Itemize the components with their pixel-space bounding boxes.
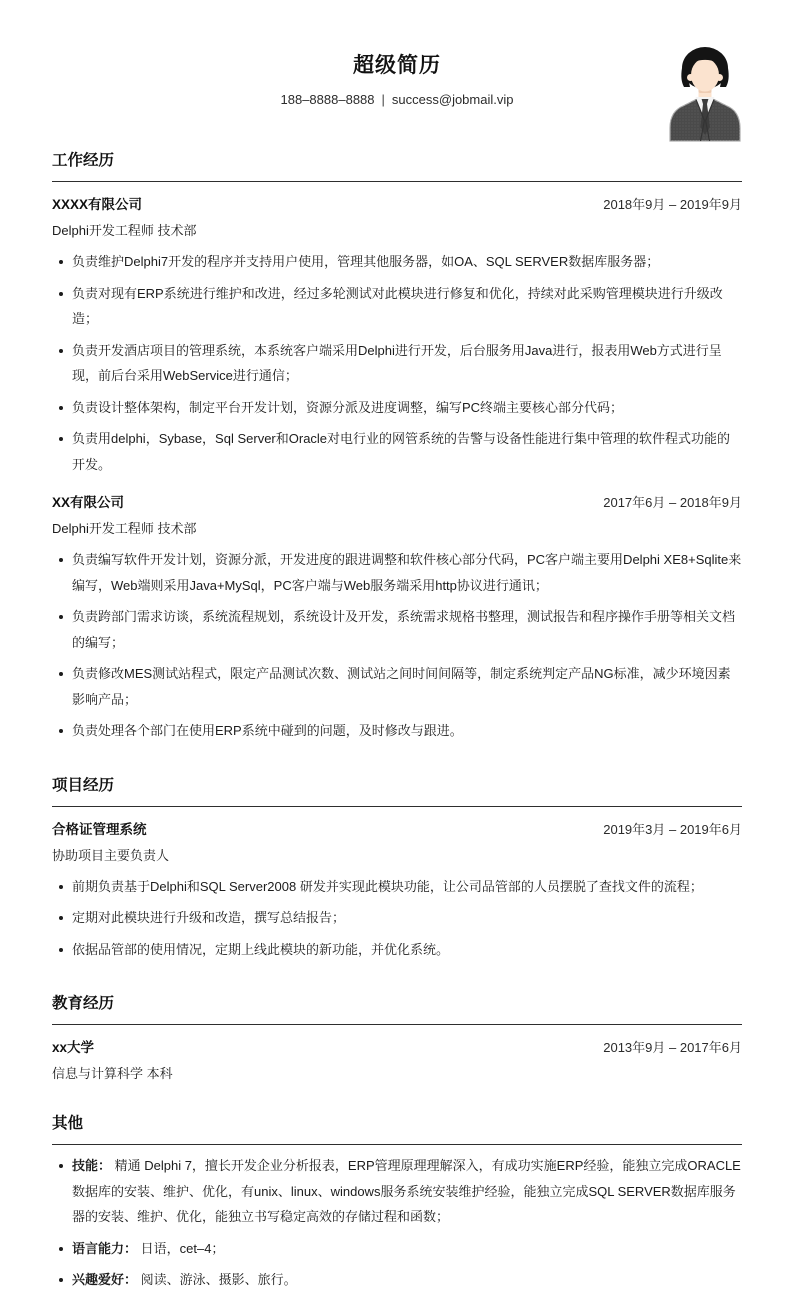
bullet-item: 定期对此模块进行升级和改造，撰写总结报告； xyxy=(72,905,742,931)
entry-subtitle: Delphi开发工程师 技术部 xyxy=(52,521,197,536)
section-project xyxy=(52,777,742,963)
resume-header xyxy=(52,54,742,108)
bullet-label: 兴趣爱好： xyxy=(72,1272,138,1287)
entry-title: xx大学 xyxy=(52,1040,95,1055)
section-heading-work: 工作经历 xyxy=(52,152,115,169)
bullet-item: 前期负责基于Delphi和SQL Server2008 研发并实现此模块功能，让公司品管部的人员摆脱了查找文件的流程； xyxy=(72,874,742,900)
bullet-item: 负责维护Delphi7开发的程序并支持用户使用，管理其他服务器，如OA、SQL SERVER数据库服务器； xyxy=(72,249,742,275)
entry-header-row xyxy=(52,821,742,839)
phone-number: 188–8888–8888 xyxy=(280,92,375,107)
resume-title: 超级简历 xyxy=(353,54,441,77)
entry-header-row xyxy=(52,196,742,214)
section-education xyxy=(52,995,742,1082)
bullet-item: 负责编写软件开发计划，资源分派，开发进度的跟进调整和软件核心部分代码，PC客户端主要用Delphi XE8+Sqlite来编写，Web端则采用Java+MySql，PC客户端与Web服务端采用http协议进行通讯； xyxy=(72,547,742,598)
bullet-item: 负责开发酒店项目的管理系统，本系统客户端采用Delphi进行开发，后台服务用Java进行，报表用Web方式进行呈现，前后台采用WebService进行通信； xyxy=(72,338,742,389)
bullet-item: 负责处理各个部门在使用ERP系统中碰到的问题，及时修改与跟进。 xyxy=(72,718,742,744)
bullet-label: 技能： xyxy=(72,1158,112,1173)
entry-date-range: 2018年9月 – 2019年9月 xyxy=(603,197,742,212)
bullet-item: 技能： 精通 Delphi 7，擅长开发企业分析报表，ERP管理原理理解深入，有成功实施ERP经验，能独立完成ORACLE数据库的安装、维护、优化，有unix、linux、windows服务系统安装维护经验，能独立完成SQL SERVER数据库服务器的安装、维护、优化，能独立书写稳定高效的存储过程和函数； xyxy=(72,1153,742,1230)
entry-header-row xyxy=(52,1039,742,1057)
bullet-item: 语言能力： 日语，cet–4； xyxy=(72,1236,742,1262)
entry-title: XX有限公司 xyxy=(52,495,125,510)
section-work xyxy=(52,152,742,744)
section-other xyxy=(52,1115,742,1293)
resume-body xyxy=(52,152,742,1293)
avatar-face xyxy=(691,59,719,92)
entry-header-row xyxy=(52,494,742,512)
entry-date-range: 2017年6月 – 2018年9月 xyxy=(603,495,742,510)
experience-entry xyxy=(52,494,742,744)
entry-date-range: 2013年9月 – 2017年6月 xyxy=(603,1040,742,1055)
section-divider xyxy=(52,1144,742,1145)
entry-subtitle: Delphi开发工程师 技术部 xyxy=(52,223,197,238)
bullet-item: 负责设计整体架构，制定平台开发计划，资源分派及进度调整，编写PC终端主要核心部分代码； xyxy=(72,395,742,421)
entry-subtitle: 协助项目主要负责人 xyxy=(52,847,170,863)
experience-entry xyxy=(52,821,742,963)
section-divider xyxy=(52,1024,742,1025)
section-heading-project: 项目经历 xyxy=(52,776,115,794)
bullet-label: 语言能力： xyxy=(72,1240,138,1256)
experience-entry xyxy=(52,196,742,477)
section-heading-other: 其他 xyxy=(52,1115,84,1132)
profile-photo xyxy=(667,44,743,141)
bullet-list xyxy=(52,547,742,744)
email-address: success@jobmail.vip xyxy=(391,92,514,107)
contact-info xyxy=(52,91,742,108)
section-heading-education: 教育经历 xyxy=(52,995,115,1012)
experience-entry xyxy=(52,1039,742,1082)
avatar-ear-left xyxy=(687,74,694,81)
bullet-list xyxy=(52,1153,742,1293)
avatar-ear-right xyxy=(716,74,723,81)
bullet-item: 负责对现有ERP系统进行维护和改进，经过多轮测试对此模块进行修复和优化，持续对此采购管理模块进行升级改造； xyxy=(72,281,742,332)
bullet-item: 兴趣爱好： 阅读、游泳、摄影、旅行。 xyxy=(72,1267,742,1293)
section-divider xyxy=(52,181,742,182)
bullet-list xyxy=(52,874,742,963)
bullet-item: 依据品管部的使用情况，定期上线此模块的新功能，并优化系统。 xyxy=(72,937,742,963)
entry-date-range: 2019年3月 – 2019年6月 xyxy=(603,821,742,837)
contact-separator: | xyxy=(381,92,385,107)
entry-subtitle: 信息与计算科学 本科 xyxy=(52,1066,173,1081)
bullet-list xyxy=(52,249,742,477)
bullet-item: 负责修改MES测试站程式，限定产品测试次数、测试站之间时间间隔等，制定系统判定产品NG标准，减少环境因素影响产品； xyxy=(72,661,742,712)
entry-title: XXXX有限公司 xyxy=(52,197,143,212)
bullet-item: 负责跨部门需求访谈，系统流程规划，系统设计及开发，系统需求规格书整理，测试报告和程序操作手册等相关文档的编写； xyxy=(72,604,742,655)
section-divider xyxy=(52,806,742,807)
entry-title: 合格证管理系统 xyxy=(52,821,147,837)
experience-entry xyxy=(52,1153,742,1293)
bullet-item: 负责用delphi，Sybase，Sql Server和Oracle对电行业的网管系统的告警与设备性能进行集中管理的软件程式功能的开发。 xyxy=(72,426,742,477)
